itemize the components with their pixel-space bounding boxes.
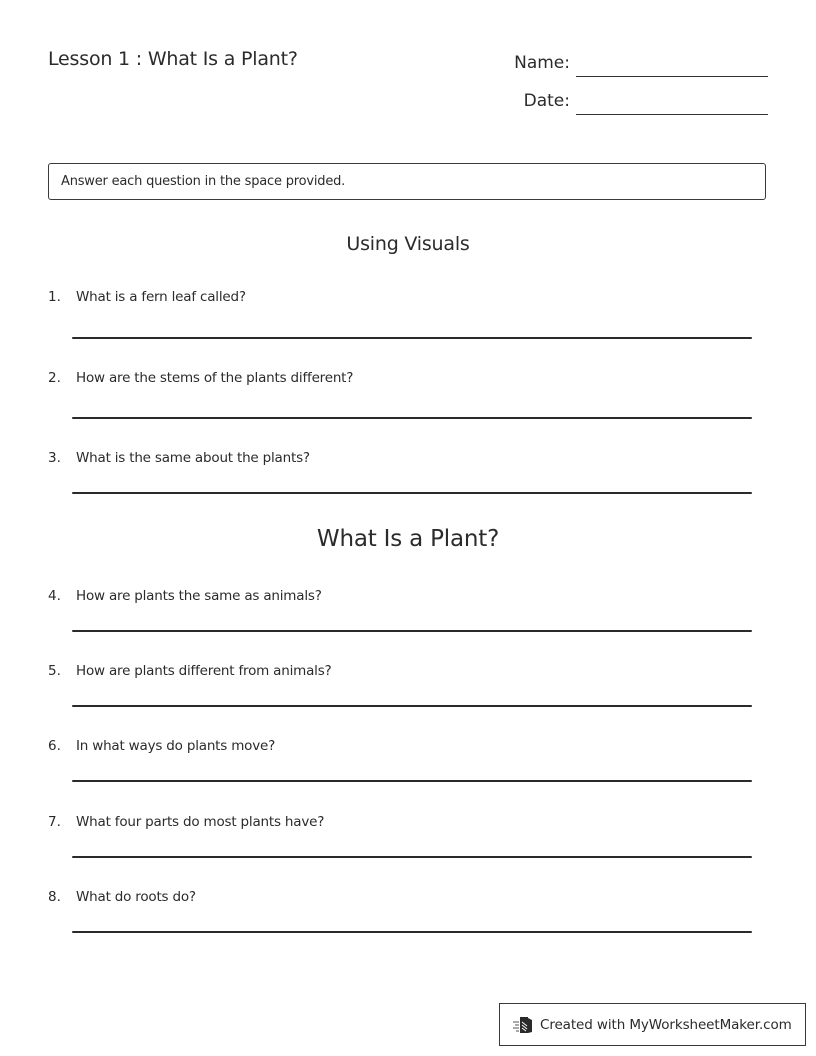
answer-line-8[interactable] xyxy=(72,931,752,933)
instructions-box xyxy=(48,163,766,200)
answer-line-1[interactable] xyxy=(72,337,752,339)
answer-line-7[interactable] xyxy=(72,856,752,858)
question-number: 7. xyxy=(48,814,61,830)
name-label: Name: xyxy=(514,53,570,73)
footer-badge[interactable] xyxy=(499,1003,806,1046)
worksheet-logo-icon xyxy=(512,1014,534,1036)
section-heading-what-is-a-plant: What Is a Plant? xyxy=(316,526,500,552)
question-number: 3. xyxy=(48,450,61,466)
question-text: In what ways do plants move? xyxy=(76,738,276,754)
question-number: 5. xyxy=(48,663,61,679)
answer-line-3[interactable] xyxy=(72,492,752,494)
question-text: How are plants different from animals? xyxy=(76,663,332,679)
question-number: 1. xyxy=(48,289,61,305)
section-heading-using-visuals: Using Visuals xyxy=(346,233,470,255)
question-text: What four parts do most plants have? xyxy=(76,814,325,830)
date-label: Date: xyxy=(523,91,570,111)
question-text: What is the same about the plants? xyxy=(76,450,310,466)
question-number: 8. xyxy=(48,889,61,905)
question-text: What is a fern leaf called? xyxy=(76,289,246,305)
footer-credit-text: Created with MyWorksheetMaker.com xyxy=(540,1016,792,1033)
question-number: 6. xyxy=(48,738,61,754)
date-field[interactable] xyxy=(576,114,768,115)
worksheet-title: Lesson 1 : What Is a Plant? xyxy=(48,48,298,70)
answer-line-4[interactable] xyxy=(72,630,752,632)
question-text: How are the stems of the plants different? xyxy=(76,370,354,386)
question-text: How are plants the same as animals? xyxy=(76,588,322,604)
answer-line-5[interactable] xyxy=(72,705,752,707)
instructions-text: Answer each question in the space provided. xyxy=(61,174,346,189)
question-text: What do roots do? xyxy=(76,889,196,905)
question-number: 2. xyxy=(48,370,61,386)
question-number: 4. xyxy=(48,588,61,604)
answer-line-2[interactable] xyxy=(72,417,752,419)
answer-line-6[interactable] xyxy=(72,780,752,782)
name-field[interactable] xyxy=(576,76,768,77)
